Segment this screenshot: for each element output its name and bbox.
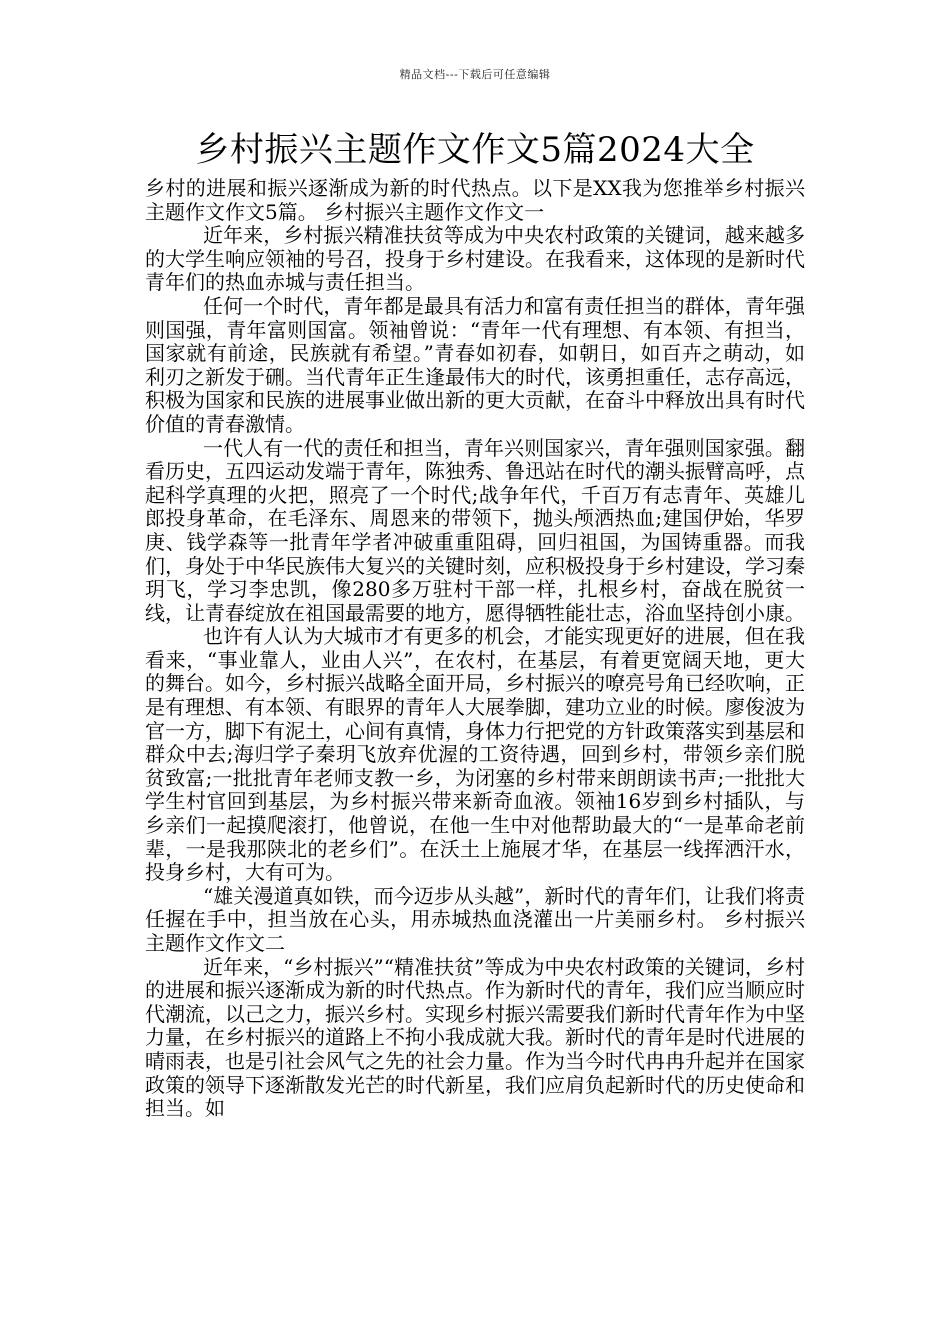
- paragraph: 近年来，“乡村振兴”“精准扶贫”等成为中央农村政策的关键词，乡村的进展和振兴逐渐成为新的时代热点。作为新时代的青年，我们应当顺应时代潮流，以己之力，振兴乡村。实现乡村振兴需要我们新时代青年作为中坚力量，在乡村振兴的道路上不拘小我成就大我。新时代的青年是时代进展的晴雨表，也是引社会风气之先的社会力量。作为当今时代冉冉升起并在国家政策的领导下逐渐散发光芒的时代新星，我们应肩负起新时代的历史使命和担当。如: [145, 954, 805, 1121]
- document-body: [145, 177, 805, 1121]
- paragraph-intro: 乡村的进展和振兴逐渐成为新的时代热点。以下是XX我为您推举乡村振兴主题作文作文5篇。 乡村振兴主题作文作文一: [145, 176, 805, 224]
- document-title: 乡村振兴主题作文作文5篇2024大全: [195, 130, 755, 170]
- paragraph: 也许有人认为大城市才有更多的机会，才能实现更好的进展，但在我看来，“事业靠人，业由人兴”，在农村，在基层，有着更宽阔天地，更大的舞台。如今，乡村振兴战略全面开局，乡村振兴的嘹亮号角已经吹响，正是有理想、有本领、有眼界的青年人大展拳脚，建功立业的时候。廖俊波为官一方，脚下有泥土，心间有真情，身体力行把党的方针政策落实到基层和群众中去;海归学子秦玥飞放弃优渥的工资待遇，回到乡村，带领乡亲们脱贫致富;一批批青年老师支教一乡，为闭塞的乡村带来朗朗读书声;一批批大学生村官回到基层，为乡村振兴带来新奇血液。领袖16岁到乡村插队，与乡亲们一起摸爬滚打，他曾说，在他一生中对他帮助最大的“一是革命老前辈，一是我那陕北的老乡们”。在沃土上施展才华，在基层一线挥洒汗水，投身乡村，大有可为。: [145, 624, 805, 885]
- paragraph: 一代人有一代的责任和担当，青年兴则国家兴，青年强则国家强。翻看历史，五四运动发端于青年，陈独秀、鲁迅站在时代的潮头振臂高呼，点起科学真理的火把，照亮了一个时代;战争年代，千百万有志青年、英雄儿郎投身革命，在毛泽东、周恩来的带领下，抛头颅洒热血;建国伊始，华罗庚、钱学森等一批青年学者冲破重重阻碍，回归祖国，为国铸重器。而我们，身处于中华民族伟大复兴的关键时刻，应积极投身于乡村建设，学习秦玥飞，学习李忠凯，像280多万驻村干部一样，扎根乡村，奋战在脱贫一线，让青春绽放在祖国最需要的地方，愿得牺牲能壮志，浴血坚持创小康。: [145, 435, 805, 625]
- page-header-note: 精品文档---下载后可任意编辑: [399, 68, 551, 81]
- paragraph: 近年来，乡村振兴精准扶贫等成为中央农村政策的关键词，越来越多的大学生响应领袖的号召，投身于乡村建设。在我看来，这体现的是新时代青年们的热血赤城与责任担当。: [145, 223, 805, 295]
- paragraph: “雄关漫道真如铁，而今迈步从头越”，新时代的青年们，让我们将责任握在手中，担当放在心头，用赤城热血浇灌出一片美丽乡村。 乡村振兴主题作文作文二: [145, 883, 805, 955]
- paragraph: 任何一个时代，青年都是最具有活力和富有责任担当的群体，青年强则国强，青年富则国富。领袖曾说：“青年一代有理想、有本领、有担当，国家就有前途，民族就有希望。”青春如初春，如朝日，如百卉之萌动，如利刃之新发于硎。当代青年正生逢最伟大的时代，该勇担重任，志存高远，积极为国家和民族的进展事业做出新的更大贡献，在奋斗中释放出具有时代价值的青春激情。: [145, 293, 805, 436]
